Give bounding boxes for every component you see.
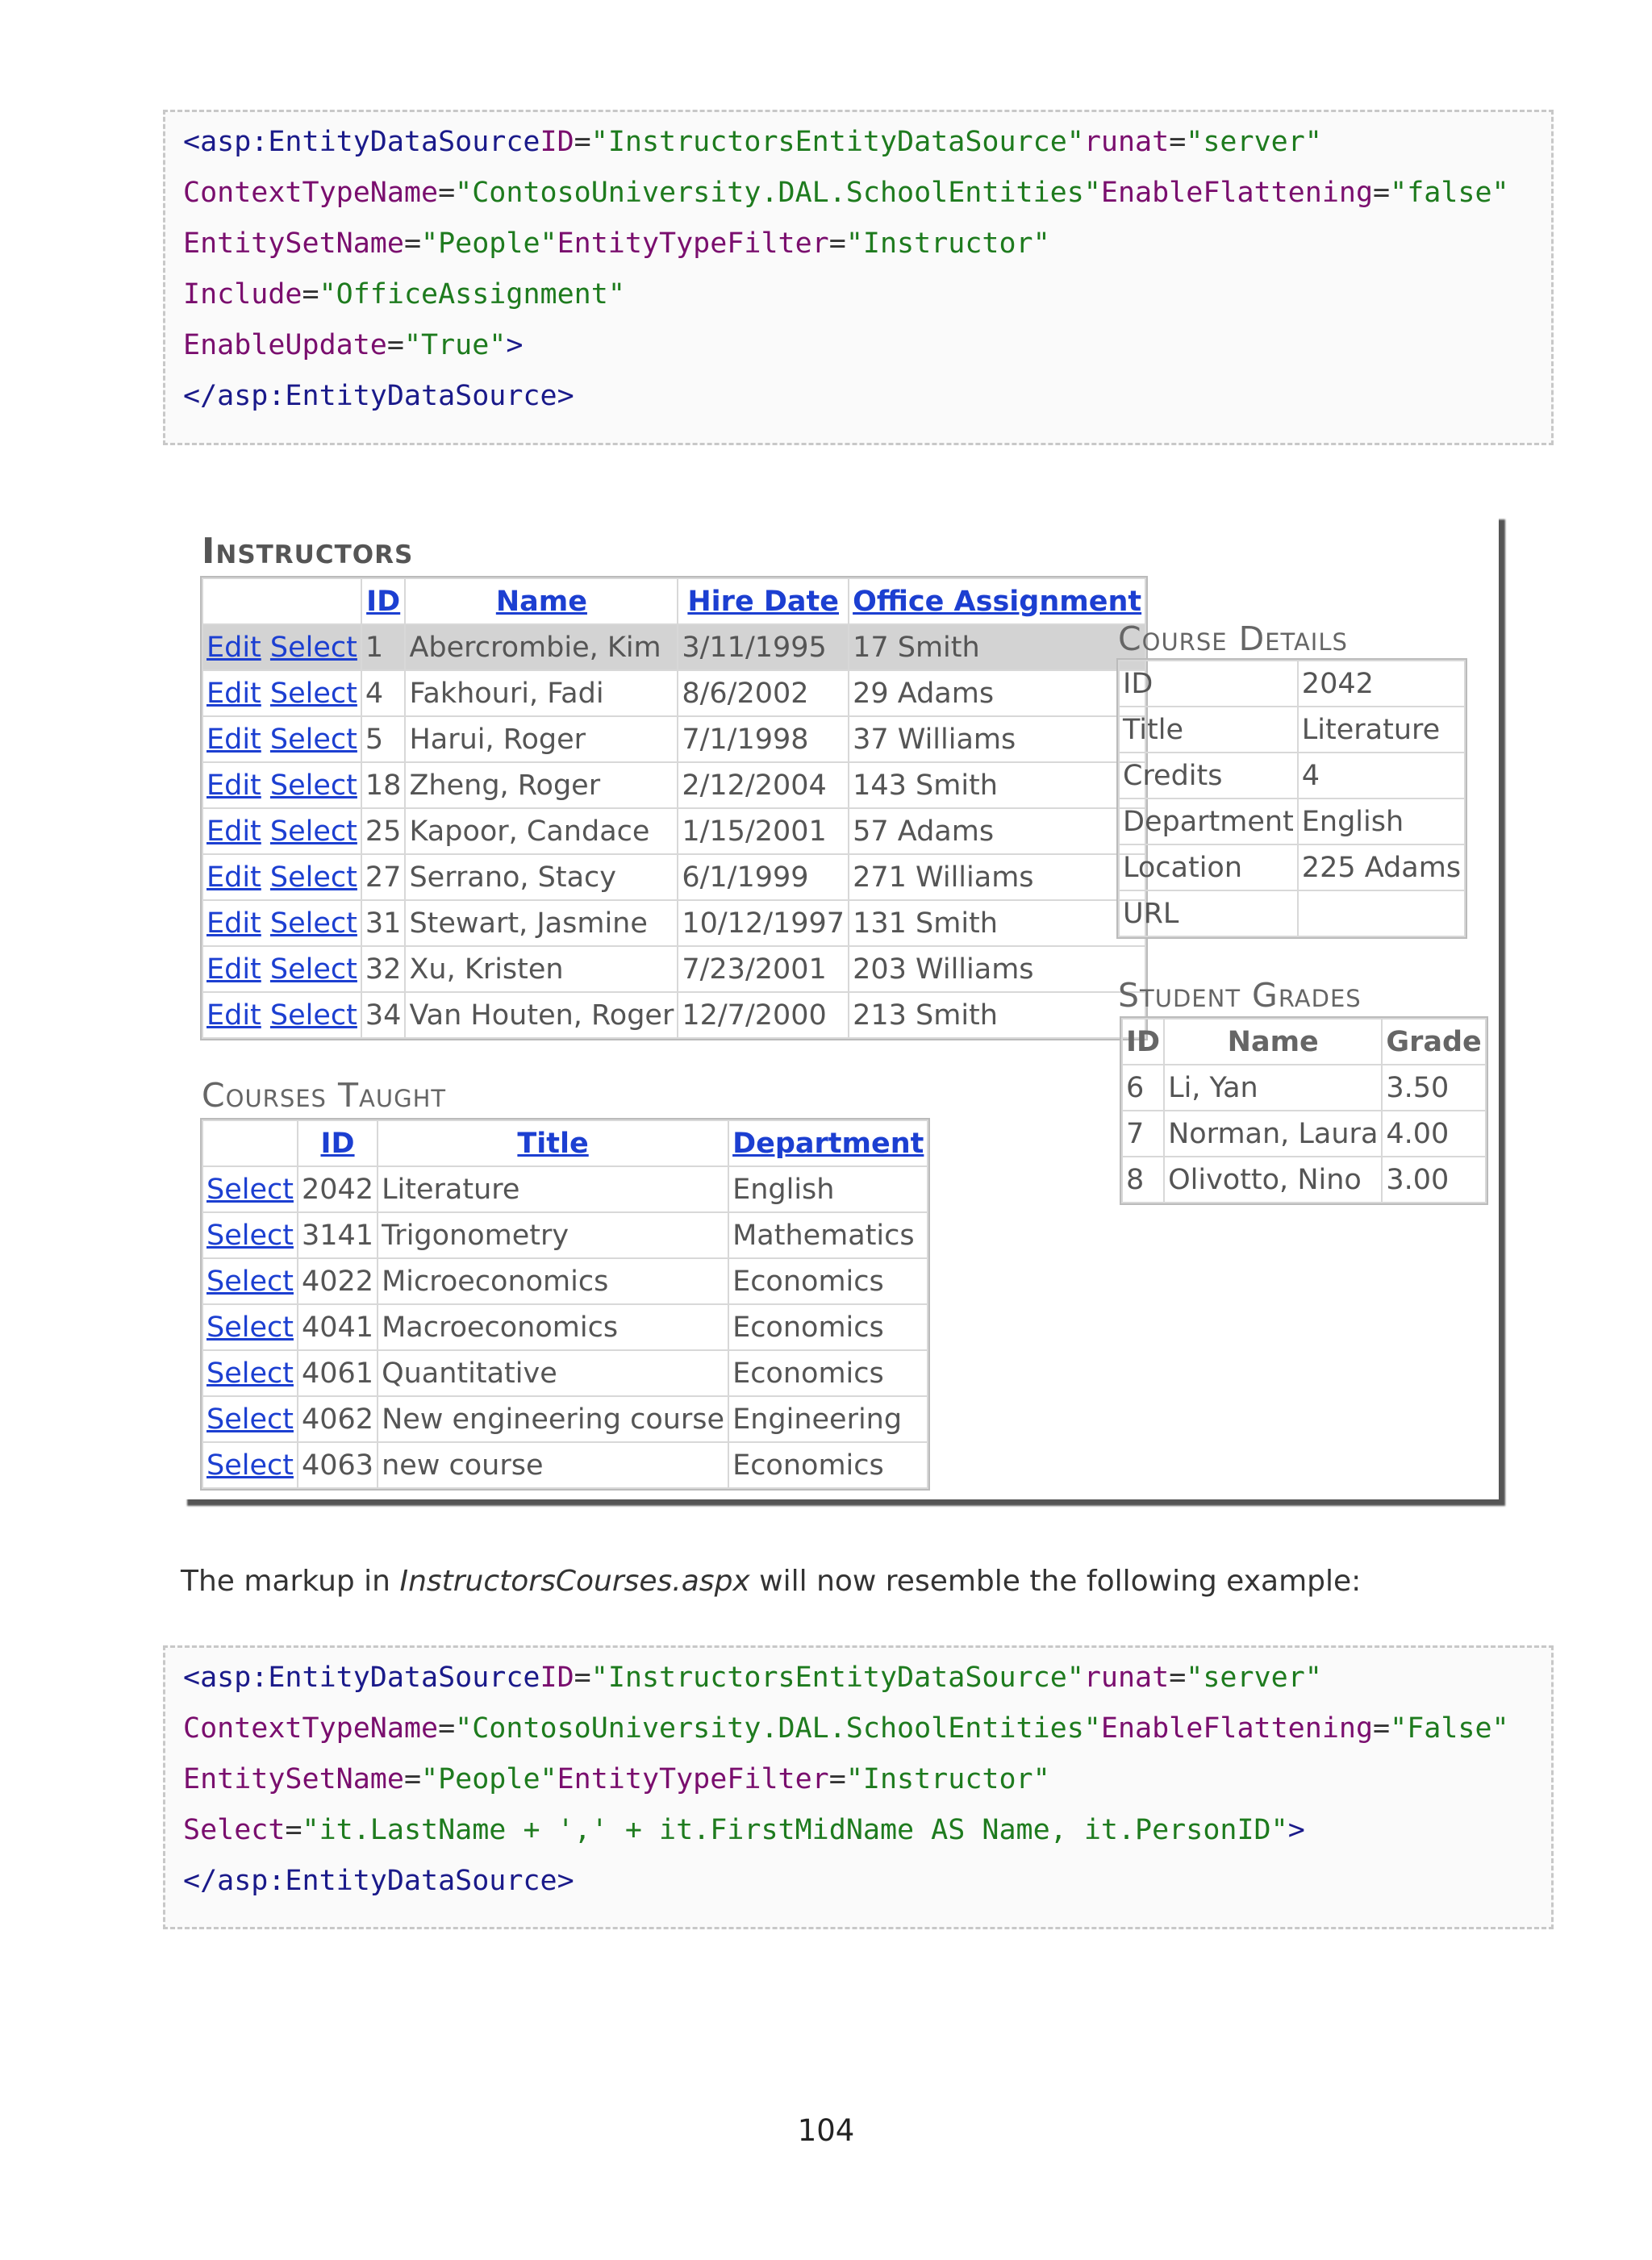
id-cell: 25 — [361, 808, 406, 854]
title-cell: Macroeconomics — [378, 1304, 728, 1350]
edit-link[interactable]: Edit — [206, 677, 261, 710]
name-cell: Norman, Laura — [1164, 1111, 1382, 1157]
table-row — [202, 762, 1145, 808]
title-cell: Trigonometry — [378, 1212, 728, 1258]
code-line: EntitySetName="People"EntityTypeFilter="Instructor" — [183, 227, 1050, 260]
select-link[interactable]: Select — [269, 723, 357, 756]
department-cell: Engineering — [728, 1396, 928, 1442]
table-row — [202, 1258, 928, 1304]
select-link[interactable]: Select — [269, 631, 357, 664]
grade-cell: 3.00 — [1382, 1157, 1485, 1203]
table-row — [1119, 890, 1465, 936]
hire-date-cell: 8/6/2002 — [678, 670, 849, 716]
id-cell: 4062 — [298, 1396, 378, 1442]
office-cell: 213 Smith — [849, 992, 1145, 1038]
department-cell: Economics — [728, 1258, 928, 1304]
row-actions — [202, 946, 361, 992]
row-actions — [202, 1442, 298, 1488]
student-grades-heading: Student Grades — [1118, 976, 1362, 1015]
body-paragraph: The markup in InstructorsCourses.aspx will now resemble the following example: — [181, 1565, 1362, 1598]
name-cell: Stewart, Jasmine — [405, 900, 678, 946]
office-cell: 57 Adams — [849, 808, 1145, 854]
courses-header-row — [202, 1120, 928, 1166]
id-cell: 8 — [1122, 1157, 1164, 1203]
code-line: Select="it.LastName + ',' + it.FirstMidName AS Name, it.PersonID"> — [183, 1814, 1305, 1846]
id-cell: 32 — [361, 946, 406, 992]
row-actions — [202, 1396, 298, 1442]
code-line: EntitySetName="People"EntityTypeFilter="Instructor" — [183, 1763, 1050, 1795]
detail-label: Department — [1119, 799, 1298, 844]
table-row — [202, 992, 1145, 1038]
id-cell: 4063 — [298, 1442, 378, 1488]
hire-date-cell: 6/1/1999 — [678, 854, 849, 900]
hire-date-cell: 1/15/2001 — [678, 808, 849, 854]
code-line: </asp:EntityDataSource> — [183, 1865, 574, 1897]
table-row — [1122, 1065, 1486, 1111]
sort-office-link[interactable]: Office Assignment — [853, 585, 1142, 618]
table-row — [202, 1396, 928, 1442]
sort-title-link[interactable]: Title — [517, 1127, 589, 1160]
filename: InstructorsCourses.aspx — [399, 1565, 750, 1598]
table-row — [202, 900, 1145, 946]
id-cell: 2042 — [298, 1166, 378, 1212]
select-link[interactable]: Select — [206, 1403, 294, 1436]
title-cell: New engineering course — [378, 1396, 728, 1442]
name-column-header: Name — [1164, 1019, 1382, 1065]
hire-date-cell: 7/1/1998 — [678, 716, 849, 762]
row-actions — [202, 670, 361, 716]
student-grades-table — [1121, 1018, 1487, 1203]
grade-cell: 4.00 — [1382, 1111, 1485, 1157]
id-cell: 4022 — [298, 1258, 378, 1304]
hire-date-cell: 7/23/2001 — [678, 946, 849, 992]
edit-link[interactable]: Edit — [206, 723, 261, 756]
table-row — [1119, 707, 1465, 753]
office-cell: 143 Smith — [849, 762, 1145, 808]
hire-date-column-header[interactable] — [678, 578, 849, 624]
select-link[interactable]: Select — [269, 907, 357, 940]
course-details-table — [1118, 660, 1466, 937]
grades-header-row — [1122, 1019, 1486, 1065]
code-line: </asp:EntityDataSource> — [183, 380, 574, 412]
department-cell: Economics — [728, 1442, 928, 1488]
instructors-header-row — [202, 578, 1145, 624]
detail-value: Literature — [1298, 707, 1465, 753]
row-actions — [202, 624, 361, 670]
page-number: 104 — [797, 2113, 855, 2148]
edit-link[interactable]: Edit — [206, 953, 261, 986]
name-cell: Xu, Kristen — [405, 946, 678, 992]
select-link[interactable]: Select — [206, 1219, 294, 1252]
hire-date-cell: 10/12/1997 — [678, 900, 849, 946]
office-cell: 37 Williams — [849, 716, 1145, 762]
office-cell: 131 Smith — [849, 900, 1145, 946]
hire-date-cell: 2/12/2004 — [678, 762, 849, 808]
code-line: EnableUpdate="True"> — [183, 329, 524, 361]
department-column-header[interactable] — [728, 1120, 928, 1166]
row-actions — [202, 716, 361, 762]
edit-link[interactable]: Edit — [206, 815, 261, 848]
name-cell: Abercrombie, Kim — [405, 624, 678, 670]
name-cell: Serrano, Stacy — [405, 854, 678, 900]
table-row — [202, 624, 1145, 670]
code-block-2 — [163, 1645, 1554, 1929]
instructors-heading: Instructors — [202, 531, 414, 572]
row-actions — [202, 900, 361, 946]
id-cell: 27 — [361, 854, 406, 900]
select-link[interactable]: Select — [269, 769, 357, 802]
department-cell: Economics — [728, 1350, 928, 1396]
code-line: ContextTypeName="ContosoUniversity.DAL.SchoolEntities"EnableFlattening="false" — [183, 177, 1509, 209]
edit-link[interactable]: Edit — [206, 769, 261, 802]
edit-link[interactable]: Edit — [206, 861, 261, 894]
name-cell: Harui, Roger — [405, 716, 678, 762]
row-actions — [202, 808, 361, 854]
row-actions — [202, 992, 361, 1038]
office-cell: 17 Smith — [849, 624, 1145, 670]
name-column-header[interactable] — [405, 578, 678, 624]
id-cell: 6 — [1122, 1065, 1164, 1111]
id-column-header[interactable] — [298, 1120, 378, 1166]
courses-taught-grid — [202, 1120, 928, 1489]
select-link[interactable]: Select — [269, 861, 357, 894]
select-link[interactable]: Select — [206, 1311, 294, 1344]
id-cell: 4041 — [298, 1304, 378, 1350]
detail-label: Title — [1119, 707, 1298, 753]
id-cell: 7 — [1122, 1111, 1164, 1157]
instructors-grid — [202, 578, 1146, 1039]
table-row — [202, 808, 1145, 854]
select-link[interactable]: Select — [269, 999, 357, 1032]
code-line: ContextTypeName="ContosoUniversity.DAL.SchoolEntities"EnableFlattening="False" — [183, 1712, 1509, 1745]
office-column-header[interactable] — [849, 578, 1145, 624]
table-row — [1119, 661, 1465, 707]
row-actions — [202, 762, 361, 808]
select-link[interactable]: Select — [269, 953, 357, 986]
table-row — [202, 1212, 928, 1258]
row-actions — [202, 1166, 298, 1212]
department-cell: English — [728, 1166, 928, 1212]
hire-date-cell: 3/11/1995 — [678, 624, 849, 670]
detail-value — [1298, 890, 1465, 936]
title-cell: Quantitative — [378, 1350, 728, 1396]
table-row — [202, 1350, 928, 1396]
sort-id-link[interactable]: ID — [320, 1127, 355, 1160]
table-row — [1122, 1111, 1486, 1157]
sort-hire-date-link[interactable]: Hire Date — [687, 585, 840, 618]
edit-link[interactable]: Edit — [206, 631, 261, 664]
table-row — [202, 716, 1145, 762]
name-cell: Olivotto, Nino — [1164, 1157, 1382, 1203]
id-cell: 3141 — [298, 1212, 378, 1258]
detail-label: Location — [1119, 844, 1298, 890]
empty-header — [202, 1120, 298, 1166]
table-row — [1122, 1157, 1486, 1203]
course-details-heading: Course Details — [1118, 619, 1348, 658]
id-column-header: ID — [1122, 1019, 1164, 1065]
name-cell: Fakhouri, Fadi — [405, 670, 678, 716]
row-actions — [202, 1258, 298, 1304]
select-link[interactable]: Select — [269, 677, 357, 710]
id-cell: 4061 — [298, 1350, 378, 1396]
id-cell: 4 — [361, 670, 406, 716]
empty-header — [202, 578, 361, 624]
row-actions — [202, 1350, 298, 1396]
detail-value: 2042 — [1298, 661, 1465, 707]
id-column-header[interactable] — [361, 578, 406, 624]
table-row — [202, 1304, 928, 1350]
id-cell: 1 — [361, 624, 406, 670]
sort-id-link[interactable]: ID — [366, 585, 401, 618]
detail-value: 4 — [1298, 753, 1465, 799]
id-cell: 31 — [361, 900, 406, 946]
select-link[interactable]: Select — [206, 1265, 294, 1298]
name-cell: Zheng, Roger — [405, 762, 678, 808]
code-line: <asp:EntityDataSourceID="InstructorsEntityDataSource"runat="server" — [183, 1662, 1322, 1694]
id-cell: 5 — [361, 716, 406, 762]
code-line: <asp:EntityDataSourceID="InstructorsEntityDataSource"runat="server" — [183, 126, 1322, 158]
edit-link[interactable]: Edit — [206, 907, 261, 940]
detail-value: English — [1298, 799, 1465, 844]
table-row — [202, 946, 1145, 992]
title-cell: new course — [378, 1442, 728, 1488]
name-cell: Van Houten, Roger — [405, 992, 678, 1038]
select-link[interactable]: Select — [206, 1173, 294, 1206]
row-actions — [202, 854, 361, 900]
office-cell: 271 Williams — [849, 854, 1145, 900]
courses-taught-heading: Courses Taught — [202, 1076, 447, 1115]
detail-label: Credits — [1119, 753, 1298, 799]
row-actions — [202, 1304, 298, 1350]
grade-cell: 3.50 — [1382, 1065, 1485, 1111]
table-row — [202, 1166, 928, 1212]
office-cell: 29 Adams — [849, 670, 1145, 716]
id-cell: 34 — [361, 992, 406, 1038]
title-cell: Microeconomics — [378, 1258, 728, 1304]
title-column-header[interactable] — [378, 1120, 728, 1166]
table-row — [202, 1442, 928, 1488]
table-row — [202, 670, 1145, 716]
hire-date-cell: 12/7/2000 — [678, 992, 849, 1038]
code-line: Include="OfficeAssignment" — [183, 278, 625, 311]
detail-value: 225 Adams — [1298, 844, 1465, 890]
name-cell: Li, Yan — [1164, 1065, 1382, 1111]
department-cell: Mathematics — [728, 1212, 928, 1258]
detail-label: ID — [1119, 661, 1298, 707]
office-cell: 203 Williams — [849, 946, 1145, 992]
grade-column-header: Grade — [1382, 1019, 1485, 1065]
detail-label: URL — [1119, 890, 1298, 936]
select-link[interactable]: Select — [206, 1449, 294, 1482]
table-row — [1119, 844, 1465, 890]
edit-link[interactable]: Edit — [206, 999, 261, 1032]
code-block-1 — [163, 110, 1554, 445]
embedded-screenshot — [181, 513, 1499, 1499]
department-cell: Economics — [728, 1304, 928, 1350]
name-cell: Kapoor, Candace — [405, 808, 678, 854]
select-link[interactable]: Select — [269, 815, 357, 848]
sort-name-link[interactable]: Name — [495, 585, 587, 618]
id-cell: 18 — [361, 762, 406, 808]
sort-department-link[interactable]: Department — [732, 1127, 924, 1160]
table-row — [1119, 799, 1465, 844]
title-cell: Literature — [378, 1166, 728, 1212]
row-actions — [202, 1212, 298, 1258]
table-row — [1119, 753, 1465, 799]
table-row — [202, 854, 1145, 900]
select-link[interactable]: Select — [206, 1357, 294, 1390]
